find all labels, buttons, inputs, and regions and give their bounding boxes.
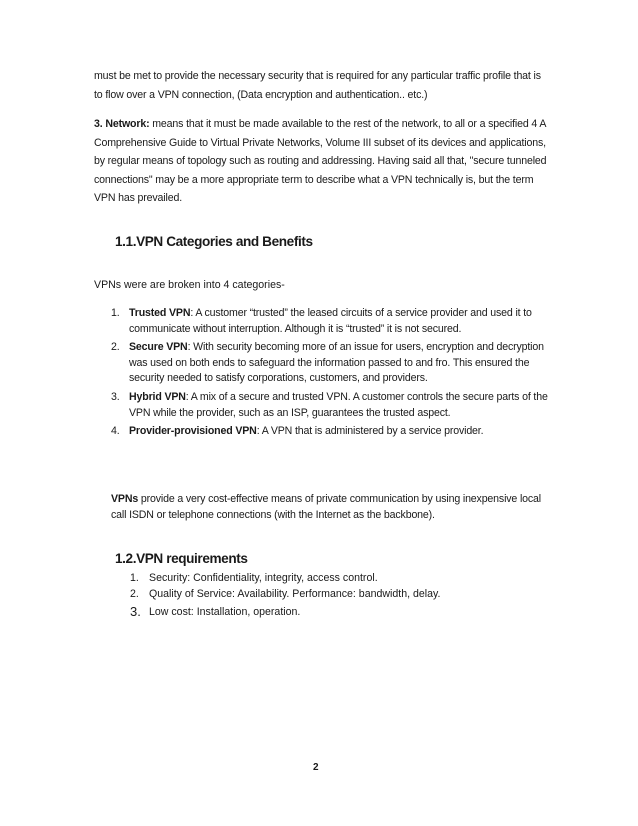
requirement-text: Security: Confidentiality, integrity, access control. — [149, 572, 378, 584]
vpns-paragraph — [111, 491, 541, 523]
list-item — [130, 570, 440, 586]
list-item — [111, 340, 551, 387]
section-heading-categories: 1.1.VPN Categories and Benefits — [115, 234, 313, 249]
category-description: : A customer “trusted” the leased circuits of a service provider and used it to communicate without interruption. Although it is “trusted” it is not secured. — [129, 307, 532, 335]
list-item — [111, 306, 551, 337]
vpns-term: VPNs — [111, 493, 139, 505]
body-paragraph-network — [94, 115, 550, 208]
category-term: Hybrid VPN — [129, 390, 186, 403]
list-item — [111, 390, 551, 421]
page-number: 2 — [313, 762, 319, 773]
requirement-text: Low cost: Installation, operation. — [149, 606, 301, 618]
list-number: 3. — [130, 604, 141, 619]
categories-intro: VPNs were are broken into 4 categories- — [94, 279, 285, 291]
list-number: 1. — [111, 307, 120, 319]
list-number: 4. — [111, 425, 120, 438]
category-description: : With security becoming more of an issue for users, encryption and decryption was used on both ends to safeguard the information passed to and fro. This ensured the security needed to satisfy corporations, customers, and providers. — [129, 341, 544, 385]
network-label: 3. Network: — [94, 118, 150, 130]
section-heading-requirements: 1.2.VPN requirements — [115, 551, 248, 566]
list-item — [111, 424, 551, 440]
categories-list — [111, 306, 551, 443]
vpns-text: provide a very cost-effective means of private communication by using inexpensive local call ISDN or telephone connections (with the Internet as the backbone). — [111, 493, 541, 521]
network-text: means that it must be made available to the rest of the network, to all or a specified 4 A Comprehensive Guide to Virtual Private Networks, Volume III subset of its devices and applications, by regular means of topology such as routing and addressing. Having said all that, "secure tunneled connections" may be a more appropriate term to describe what a VPN technically is, but the term VPN has prevailed. — [94, 118, 547, 204]
body-paragraph-security: must be met to provide the necessary security that is required for any particular traffic profile that is to flow over a VPN connection, (Data encryption and authentication.. etc.) — [94, 70, 541, 101]
category-term: Trusted VPN — [129, 307, 191, 319]
list-number: 1. — [130, 572, 139, 584]
list-number: 2. — [111, 341, 120, 354]
category-term: Provider-provisioned VPN — [129, 425, 257, 438]
list-item — [130, 604, 440, 620]
requirements-list — [130, 570, 440, 620]
list-item — [130, 586, 440, 602]
list-number: 3. — [111, 390, 120, 403]
requirement-text: Quality of Service: Availability. Performance: bandwidth, delay. — [149, 588, 441, 600]
category-description: : A mix of a secure and trusted VPN. A customer controls the secure parts of the VPN while the provider, such as an ISP, guarantees the trusted aspect. — [129, 390, 548, 419]
list-number: 2. — [130, 588, 139, 600]
category-description: : A VPN that is administered by a service provider. — [256, 425, 484, 438]
category-term: Secure VPN — [129, 341, 188, 354]
